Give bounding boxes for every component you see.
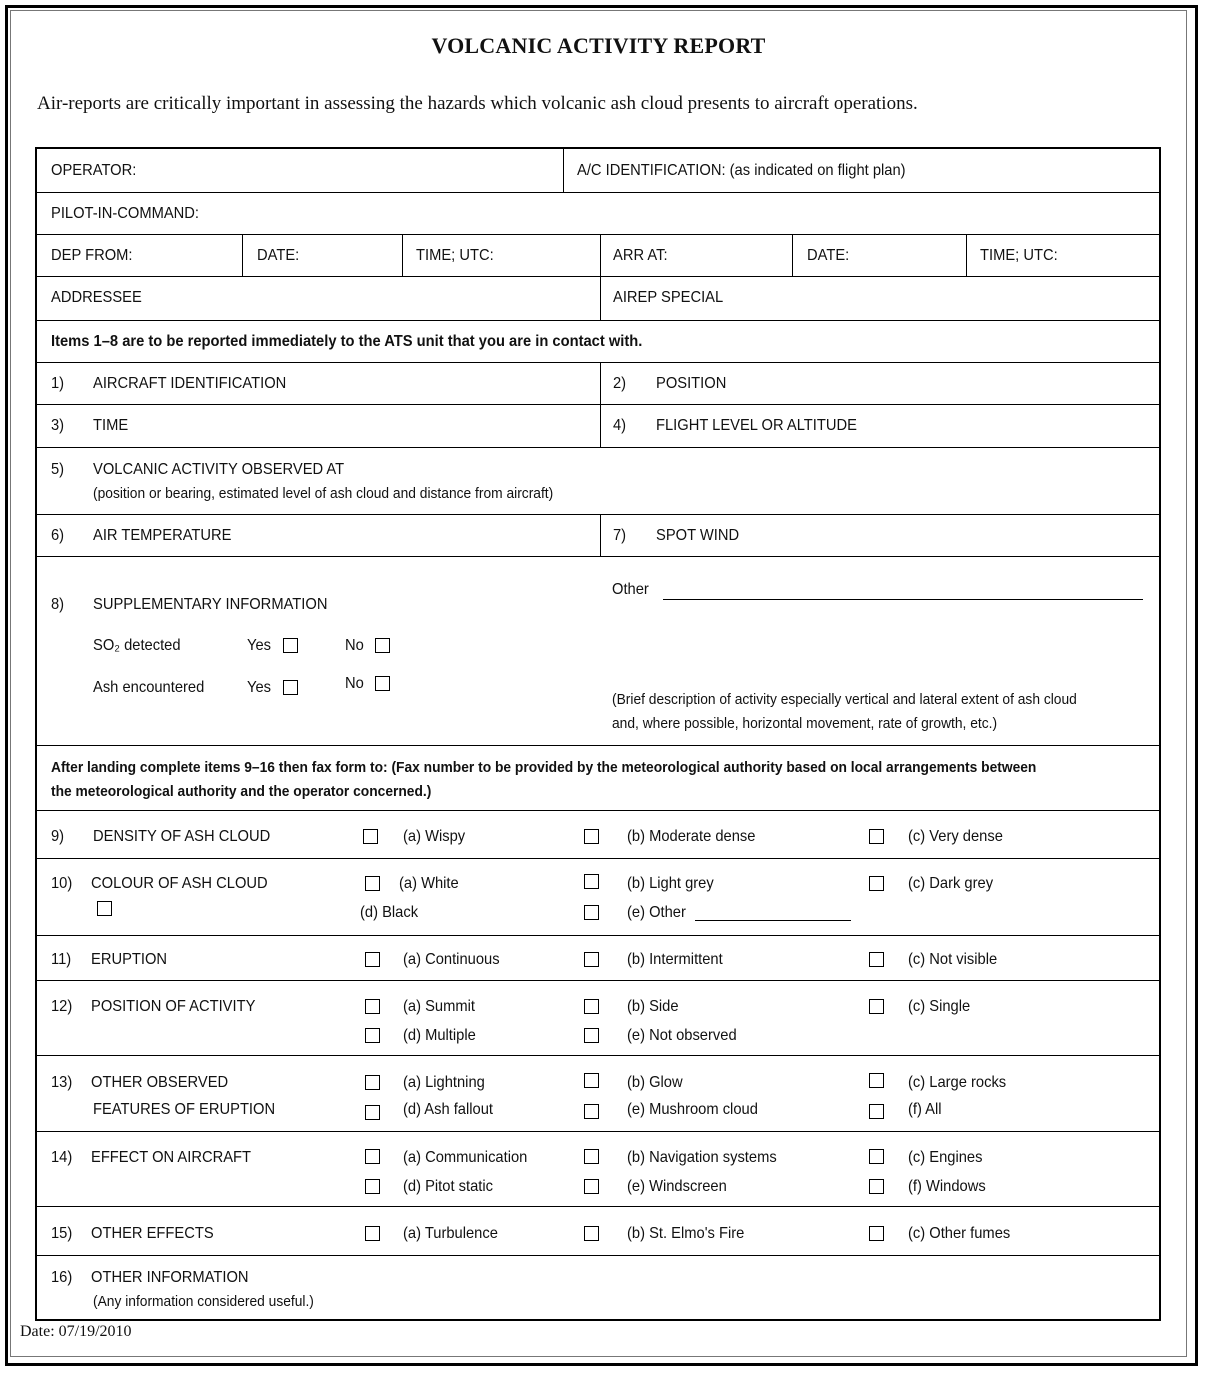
row-divider: [37, 980, 1161, 981]
item-9-number: 9): [51, 828, 65, 845]
option-12a-label: (a) Summit: [403, 998, 475, 1015]
option-12e-label: (e) Not observed: [627, 1027, 737, 1044]
option-15b-label: (b) St. Elmo's Fire: [627, 1225, 745, 1242]
checkbox-10a[interactable]: [365, 876, 380, 891]
item-10-number: 10): [51, 875, 73, 892]
after-landing-note-1: After landing complete items 9–16 then fax form to: (Fax number to be provided by the meteorological authority based on local arrangements between: [51, 759, 1037, 776]
row-divider: [37, 447, 1161, 448]
option-10e-label: (e) Other: [627, 904, 686, 921]
option-12d-label: (d) Multiple: [403, 1027, 476, 1044]
item-8-other-label: Other: [612, 581, 649, 598]
checkbox-12c[interactable]: [869, 999, 884, 1014]
option-11a-label: (a) Continuous: [403, 951, 500, 968]
item-11-label: ERUPTION: [91, 951, 168, 968]
item-8-label: SUPPLEMENTARY INFORMATION: [93, 596, 328, 613]
item-16-number: 16): [51, 1269, 73, 1286]
item-4-number: 4): [613, 417, 627, 434]
option-15c-label: (c) Other fumes: [908, 1225, 1011, 1242]
intro-text: Air-reports are critically important in assessing the hazards which volcanic ash cloud presents to aircraft operations.: [37, 93, 918, 114]
checkbox-14c[interactable]: [869, 1149, 884, 1164]
ac-identification-label: A/C IDENTIFICATION: (as indicated on flight plan): [577, 162, 906, 179]
checkbox-14a[interactable]: [365, 1149, 380, 1164]
checkbox-13b[interactable]: [584, 1073, 599, 1088]
option-14e-label: (e) Windscreen: [627, 1178, 727, 1195]
option-10b-label: (b) Light grey: [627, 875, 714, 892]
checkbox-14f[interactable]: [869, 1179, 884, 1194]
item-5-number: 5): [51, 461, 65, 478]
item-2-label: POSITION: [656, 375, 727, 392]
date-stamp: Date: 07/19/2010: [20, 1323, 132, 1340]
col-divider: [563, 149, 564, 192]
option-9a-label: (a) Wispy: [403, 828, 466, 845]
option-12b-label: (b) Side: [627, 998, 679, 1015]
checkbox-11a[interactable]: [365, 952, 380, 967]
row-divider: [37, 745, 1161, 746]
checkbox-15b[interactable]: [584, 1226, 599, 1241]
so2-no-label: No: [345, 637, 364, 654]
checkbox-14e[interactable]: [584, 1179, 599, 1194]
report-form: [35, 147, 1161, 1321]
item-3-number: 3): [51, 417, 65, 434]
option-14d-label: (d) Pitot static: [403, 1178, 493, 1195]
dep-from-label: DEP FROM:: [51, 247, 133, 264]
item-9-label: DENSITY OF ASH CLOUD: [93, 828, 271, 845]
option-15a-label: (a) Turbulence: [403, 1225, 498, 1242]
option-14f-label: (f) Windows: [908, 1178, 986, 1195]
checkbox-9a[interactable]: [363, 829, 378, 844]
so2-yes-label: Yes: [247, 637, 272, 654]
checkbox-10-extra[interactable]: [97, 901, 112, 916]
dep-time-label: TIME; UTC:: [416, 247, 494, 264]
checkbox-10b[interactable]: [584, 874, 599, 889]
row-divider: [37, 1255, 1161, 1256]
arr-at-label: ARR AT:: [613, 247, 668, 264]
item-1-number: 1): [51, 375, 65, 392]
option-13c-label: (c) Large rocks: [908, 1074, 1007, 1091]
col-divider: [966, 234, 967, 276]
option-10e-other-line[interactable]: [695, 920, 851, 921]
item-14-label: EFFECT ON AIRCRAFT: [91, 1149, 252, 1166]
ash-no-checkbox[interactable]: [375, 676, 390, 691]
row-divider: [37, 234, 1161, 235]
so2-detected-label: SO₂ detected: [93, 637, 181, 654]
pilot-in-command-label: PILOT-IN-COMMAND:: [51, 205, 200, 222]
row-divider: [37, 810, 1161, 811]
col-divider: [600, 276, 601, 320]
option-12c-label: (c) Single: [908, 998, 971, 1015]
item-2-number: 2): [613, 375, 627, 392]
option-14a-label: (a) Communication: [403, 1149, 528, 1166]
checkbox-14d[interactable]: [365, 1179, 380, 1194]
operator-label: OPERATOR:: [51, 162, 137, 179]
row-divider: [37, 858, 1161, 859]
checkbox-10c[interactable]: [869, 876, 884, 891]
item-11-number: 11): [51, 951, 72, 968]
item-13-label-2: FEATURES OF ERUPTION: [93, 1101, 276, 1118]
checkbox-13a[interactable]: [365, 1075, 380, 1090]
row-divider: [37, 935, 1161, 936]
checkbox-10e[interactable]: [584, 905, 599, 920]
so2-yes-checkbox[interactable]: [283, 638, 298, 653]
item-15-label: OTHER EFFECTS: [91, 1225, 214, 1242]
checkbox-9c[interactable]: [869, 829, 884, 844]
item-15-number: 15): [51, 1225, 73, 1242]
ash-yes-checkbox[interactable]: [283, 680, 298, 695]
col-divider: [402, 234, 403, 276]
ash-encountered-label: Ash encountered: [93, 679, 205, 696]
dep-date-label: DATE:: [257, 247, 300, 264]
row-divider: [37, 556, 1161, 557]
option-13b-label: (b) Glow: [627, 1074, 683, 1091]
item-6-number: 6): [51, 527, 65, 544]
option-13f-label: (f) All: [908, 1101, 942, 1118]
item-4-label: FLIGHT LEVEL OR ALTITUDE: [656, 417, 857, 434]
option-13d-label: (d) Ash fallout: [403, 1101, 494, 1118]
option-11b-label: (b) Intermittent: [627, 951, 723, 968]
item-7-label: SPOT WIND: [656, 527, 740, 544]
item-12-label: POSITION OF ACTIVITY: [91, 998, 256, 1015]
item-5-label: VOLCANIC ACTIVITY OBSERVED AT: [93, 461, 345, 478]
col-divider: [242, 234, 243, 276]
item-8-brief-line-2: and, where possible, horizontal movement, rate of growth, etc.): [612, 715, 998, 732]
checkbox-11b[interactable]: [584, 952, 599, 967]
item-13-label: OTHER OBSERVED: [91, 1074, 229, 1091]
checkbox-14b[interactable]: [584, 1149, 599, 1164]
ash-yes-label: Yes: [247, 679, 272, 696]
option-13a-label: (a) Lightning: [403, 1074, 485, 1091]
row-divider: [37, 514, 1161, 515]
checkbox-13d[interactable]: [365, 1105, 380, 1120]
option-14b-label: (b) Navigation systems: [627, 1149, 777, 1166]
arr-time-label: TIME; UTC:: [980, 247, 1058, 264]
row-divider: [37, 276, 1161, 277]
item-16-label: OTHER INFORMATION: [91, 1269, 249, 1286]
item-3-label: TIME: [93, 417, 129, 434]
item-12-number: 12): [51, 998, 73, 1015]
option-9c-label: (c) Very dense: [908, 828, 1003, 845]
form-title: VOLCANIC ACTIVITY REPORT: [431, 33, 766, 58]
option-11c-label: (c) Not visible: [908, 951, 998, 968]
checkbox-15a[interactable]: [365, 1226, 380, 1241]
ash-no-label: No: [345, 675, 364, 692]
col-divider: [600, 234, 601, 276]
option-10d-label: (d) Black: [360, 904, 419, 921]
arr-date-label: DATE:: [807, 247, 850, 264]
checkbox-13f[interactable]: [869, 1104, 884, 1119]
item-7-number: 7): [613, 527, 627, 544]
immediate-report-note: Items 1–8 are to be reported immediately to the ATS unit that you are in contact with.: [51, 333, 643, 350]
row-divider: [37, 362, 1161, 363]
checkbox-12b[interactable]: [584, 999, 599, 1014]
checkbox-13c[interactable]: [869, 1073, 884, 1088]
row-divider: [37, 1055, 1161, 1056]
checkbox-15c[interactable]: [869, 1226, 884, 1241]
item-1-label: AIRCRAFT IDENTIFICATION: [93, 375, 287, 392]
option-10a-label: (a) White: [399, 875, 459, 892]
item-8-brief-line-1: (Brief description of activity especially vertical and lateral extent of ash cloud: [612, 691, 1077, 708]
row-divider: [37, 192, 1161, 193]
checkbox-13e[interactable]: [584, 1104, 599, 1119]
option-13e-label: (e) Mushroom cloud: [627, 1101, 758, 1118]
col-divider: [600, 514, 601, 556]
checkbox-12a[interactable]: [365, 999, 380, 1014]
item-8-number: 8): [51, 596, 65, 613]
airep-special-label: AIREP SPECIAL: [613, 289, 724, 306]
row-divider: [37, 320, 1161, 321]
col-divider: [600, 362, 601, 447]
item-13-number: 13): [51, 1074, 73, 1091]
option-10c-label: (c) Dark grey: [908, 875, 994, 892]
item-8-other-line[interactable]: [663, 599, 1143, 600]
checkbox-12e[interactable]: [584, 1028, 599, 1043]
item-10-label: COLOUR OF ASH CLOUD: [91, 875, 268, 892]
item-5-sublabel: (position or bearing, estimated level of ash cloud and distance from aircraft): [93, 485, 554, 502]
row-divider: [37, 1131, 1161, 1132]
addressee-label: ADDRESSEE: [51, 289, 142, 306]
item-6-label: AIR TEMPERATURE: [93, 527, 232, 544]
after-landing-note-2: the meteorological authority and the operator concerned.): [51, 783, 432, 800]
row-divider: [37, 1206, 1161, 1207]
row-divider: [37, 404, 1161, 405]
col-divider: [792, 234, 793, 276]
so2-no-checkbox[interactable]: [375, 638, 390, 653]
checkbox-11c[interactable]: [869, 952, 884, 967]
item-14-number: 14): [51, 1149, 73, 1166]
item-16-sublabel: (Any information considered useful.): [93, 1293, 314, 1310]
checkbox-12d[interactable]: [365, 1028, 380, 1043]
checkbox-9b[interactable]: [584, 829, 599, 844]
option-9b-label: (b) Moderate dense: [627, 828, 756, 845]
option-14c-label: (c) Engines: [908, 1149, 983, 1166]
